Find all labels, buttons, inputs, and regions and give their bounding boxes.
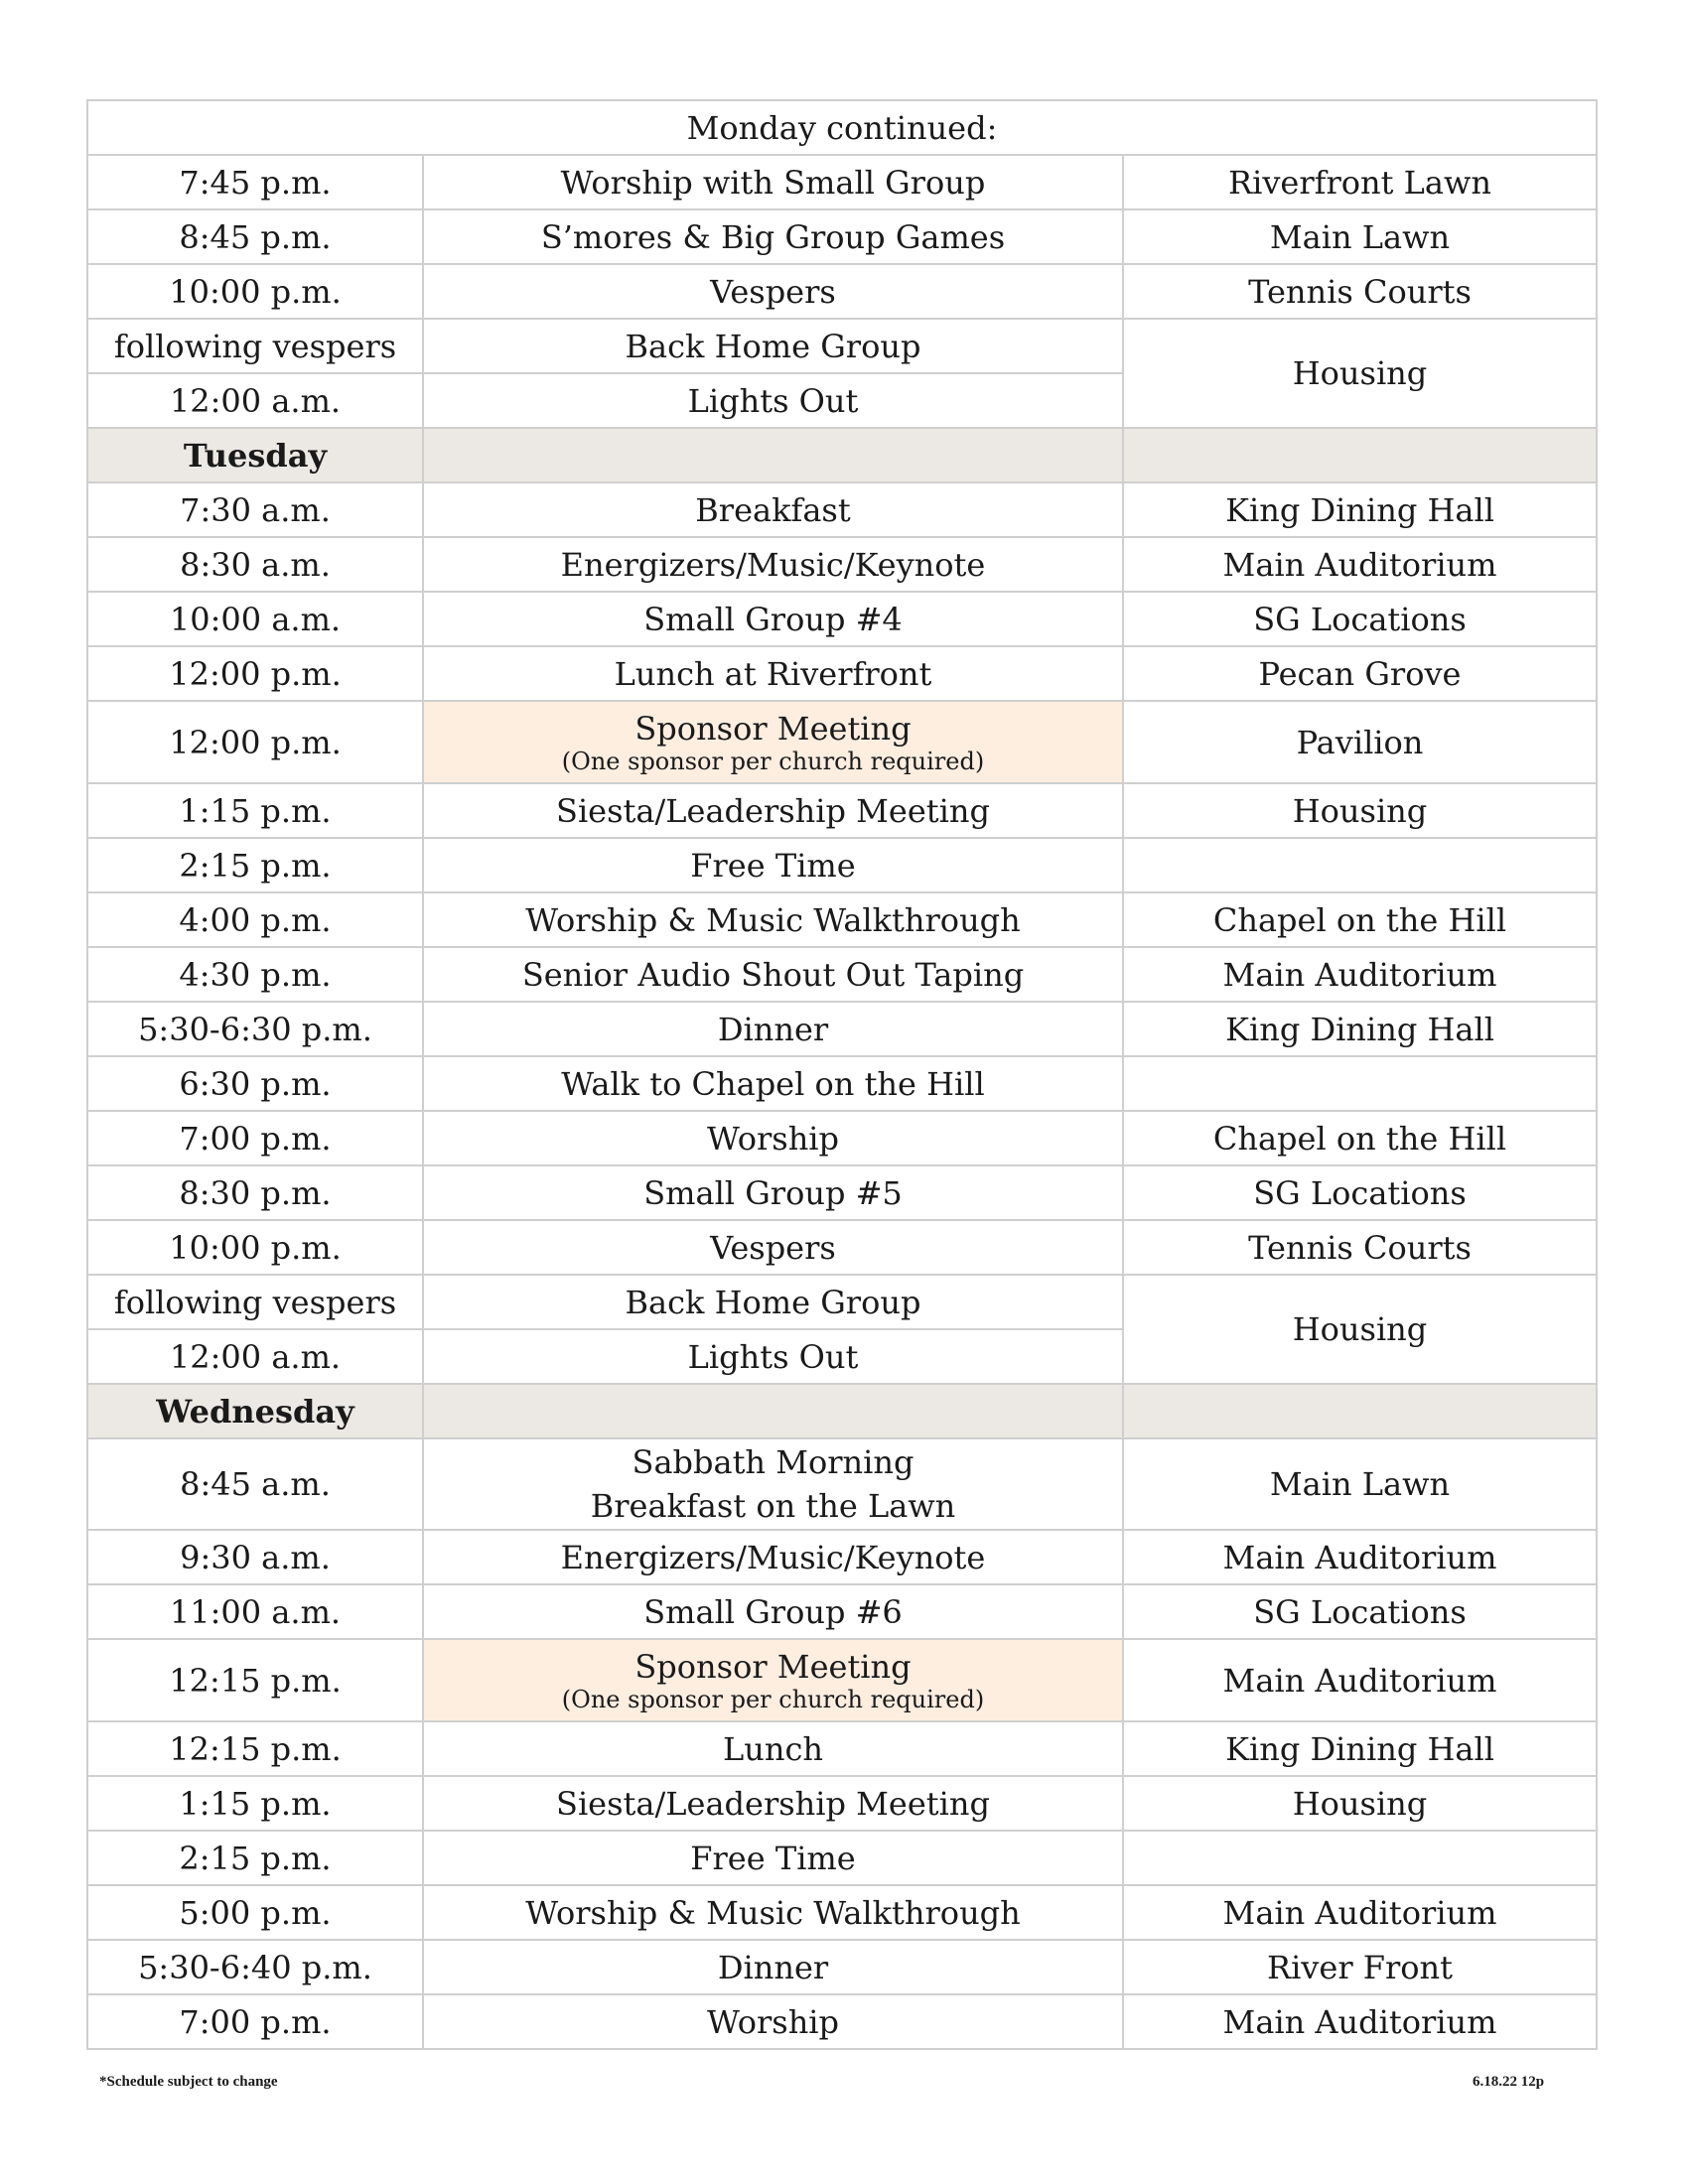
event-cell: Worship with Small Group (423, 155, 1123, 209)
event-cell: Back Home Group (423, 319, 1123, 373)
location-cell: Tennis Courts (1123, 1220, 1597, 1275)
location-cell: Chapel on the Hill (1123, 1111, 1597, 1165)
time-cell: 12:00 p.m. (87, 701, 423, 783)
table-row (87, 319, 1597, 373)
event-line-1: Sabbath Morning (632, 1443, 914, 1481)
location-cell: SG Locations (1123, 1165, 1597, 1220)
location-cell: Main Auditorium (1123, 1885, 1597, 1940)
table-row (87, 209, 1597, 264)
event-cell: Free Time (423, 838, 1123, 892)
time-cell: 10:00 p.m. (87, 264, 423, 319)
table-row (87, 1831, 1597, 1885)
table-row (87, 1584, 1597, 1639)
event-line-2: Breakfast on the Lawn (590, 1487, 956, 1525)
event-cell: Dinner (423, 1002, 1123, 1056)
location-cell: Main Auditorium (1123, 537, 1597, 592)
table-row (87, 1940, 1597, 1994)
event-cell: Free Time (423, 1831, 1123, 1885)
table-row (87, 1721, 1597, 1776)
time-cell: following vespers (87, 319, 423, 373)
table-row (87, 838, 1597, 892)
time-cell: 2:15 p.m. (87, 838, 423, 892)
time-cell: following vespers (87, 1275, 423, 1329)
location-cell: Pecan Grove (1123, 646, 1597, 701)
table-row (87, 646, 1597, 701)
location-cell: Main Auditorium (1123, 1639, 1597, 1721)
table-row (87, 482, 1597, 537)
time-cell: 12:00 p.m. (87, 646, 423, 701)
event-cell: Worship & Music Walkthrough (423, 1885, 1123, 1940)
footer-disclaimer: *Schedule subject to change (99, 2074, 278, 2090)
event-cell: Worship (423, 1111, 1123, 1165)
location-cell: Housing (1123, 1275, 1597, 1384)
time-cell: 12:15 p.m. (87, 1721, 423, 1776)
location-cell: SG Locations (1123, 592, 1597, 646)
table-row (87, 1885, 1597, 1940)
time-cell: 4:30 p.m. (87, 947, 423, 1002)
event-cell: Vespers (423, 1220, 1123, 1275)
table-row (87, 1165, 1597, 1220)
time-cell: 12:00 a.m. (87, 1329, 423, 1384)
day-header-row-tuesday (87, 428, 1597, 482)
table-row (87, 1056, 1597, 1111)
event-cell: Lunch at Riverfront (423, 646, 1123, 701)
time-cell: 8:30 p.m. (87, 1165, 423, 1220)
event-cell: Senior Audio Shout Out Taping (423, 947, 1123, 1002)
table-row (87, 783, 1597, 838)
time-cell: 5:00 p.m. (87, 1885, 423, 1940)
time-cell: 5:30-6:40 p.m. (87, 1940, 423, 1994)
time-cell: 10:00 a.m. (87, 592, 423, 646)
table-row (87, 155, 1597, 209)
time-cell: 4:00 p.m. (87, 892, 423, 947)
time-cell: 12:00 a.m. (87, 373, 423, 428)
table-row (87, 1530, 1597, 1584)
time-cell: 1:15 p.m. (87, 783, 423, 838)
time-cell: 7:30 a.m. (87, 482, 423, 537)
table-row (87, 1438, 1597, 1530)
day-header-blank (1123, 1384, 1597, 1438)
table-row (87, 1639, 1597, 1721)
table-row (87, 1002, 1597, 1056)
time-cell: 9:30 a.m. (87, 1530, 423, 1584)
time-cell: 2:15 p.m. (87, 1831, 423, 1885)
event-cell: Walk to Chapel on the Hill (423, 1056, 1123, 1111)
time-cell: 1:15 p.m. (87, 1776, 423, 1831)
event-cell: Lights Out (423, 373, 1123, 428)
table-row (87, 1776, 1597, 1831)
location-cell: Main Lawn (1123, 209, 1597, 264)
location-cell (1123, 838, 1597, 892)
table-row (87, 1994, 1597, 2049)
location-cell: King Dining Hall (1123, 1721, 1597, 1776)
day-label-wednesday: Wednesday (87, 1384, 423, 1438)
event-cell: Small Group #4 (423, 592, 1123, 646)
location-cell: Housing (1123, 319, 1597, 428)
location-cell (1123, 1831, 1597, 1885)
event-cell: Small Group #6 (423, 1584, 1123, 1639)
event-title: Sponsor Meeting (634, 709, 912, 748)
location-cell: King Dining Hall (1123, 1002, 1597, 1056)
table-row (87, 701, 1597, 783)
location-cell: Riverfront Lawn (1123, 155, 1597, 209)
day-header-row-wednesday (87, 1384, 1597, 1438)
time-cell: 11:00 a.m. (87, 1584, 423, 1639)
event-cell: Worship & Music Walkthrough (423, 892, 1123, 947)
time-cell: 7:00 p.m. (87, 1111, 423, 1165)
table-row (87, 1111, 1597, 1165)
table-row (87, 264, 1597, 319)
event-cell (423, 1438, 1123, 1530)
event-cell: Back Home Group (423, 1275, 1123, 1329)
event-cell: Siesta/Leadership Meeting (423, 783, 1123, 838)
time-cell: 10:00 p.m. (87, 1220, 423, 1275)
event-cell: Energizers/Music/Keynote (423, 537, 1123, 592)
event-note: (One sponsor per church required) (561, 1685, 985, 1713)
event-cell: Small Group #5 (423, 1165, 1123, 1220)
event-note: (One sponsor per church required) (561, 747, 985, 775)
table-row (87, 1275, 1597, 1329)
time-cell: 6:30 p.m. (87, 1056, 423, 1111)
table-row (87, 892, 1597, 947)
location-cell: Housing (1123, 1776, 1597, 1831)
event-cell: Worship (423, 1994, 1123, 2049)
event-cell: Lights Out (423, 1329, 1123, 1384)
event-cell: Lunch (423, 1721, 1123, 1776)
time-cell: 5:30-6:30 p.m. (87, 1002, 423, 1056)
location-cell: Main Lawn (1123, 1438, 1597, 1530)
header-row (87, 100, 1597, 155)
location-cell: Tennis Courts (1123, 264, 1597, 319)
location-cell: Housing (1123, 783, 1597, 838)
time-cell: 8:30 a.m. (87, 537, 423, 592)
monday-continued-heading: Monday continued: (87, 100, 1597, 155)
table-row (87, 537, 1597, 592)
day-header-blank (423, 428, 1123, 482)
sponsor-meeting-cell (423, 1639, 1123, 1721)
location-cell: Chapel on the Hill (1123, 892, 1597, 947)
time-cell: 7:00 p.m. (87, 1994, 423, 2049)
sponsor-meeting-cell (423, 701, 1123, 783)
schedule-table (86, 99, 1598, 2050)
location-cell: Pavilion (1123, 701, 1597, 783)
time-cell: 7:45 p.m. (87, 155, 423, 209)
event-cell: Vespers (423, 264, 1123, 319)
day-header-blank (1123, 428, 1597, 482)
time-cell: 8:45 p.m. (87, 209, 423, 264)
table-row (87, 947, 1597, 1002)
event-cell: Siesta/Leadership Meeting (423, 1776, 1123, 1831)
table-row (87, 1220, 1597, 1275)
event-cell: Dinner (423, 1940, 1123, 1994)
event-title: Sponsor Meeting (634, 1647, 912, 1686)
day-label-tuesday: Tuesday (87, 428, 423, 482)
location-cell: Main Auditorium (1123, 1530, 1597, 1584)
footer-version-stamp: 6.18.22 12p (1473, 2074, 1545, 2090)
location-cell: River Front (1123, 1940, 1597, 1994)
time-cell: 8:45 a.m. (87, 1438, 423, 1530)
location-cell: King Dining Hall (1123, 482, 1597, 537)
time-cell: 12:15 p.m. (87, 1639, 423, 1721)
event-cell: Breakfast (423, 482, 1123, 537)
event-cell: Energizers/Music/Keynote (423, 1530, 1123, 1584)
location-cell: Main Auditorium (1123, 1994, 1597, 2049)
location-cell: SG Locations (1123, 1584, 1597, 1639)
day-header-blank (423, 1384, 1123, 1438)
event-cell: S’mores & Big Group Games (423, 209, 1123, 264)
table-row (87, 592, 1597, 646)
location-cell (1123, 1056, 1597, 1111)
location-cell: Main Auditorium (1123, 947, 1597, 1002)
